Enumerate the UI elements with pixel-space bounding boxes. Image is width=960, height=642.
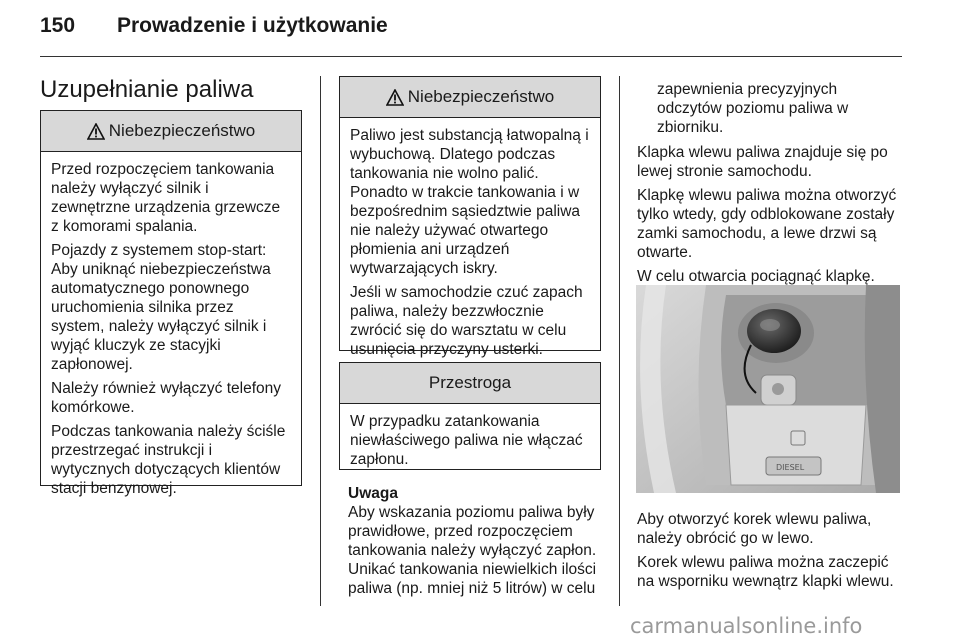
- paragraph-flap-open: W celu otwarcia pociągnąć klapkę.: [637, 268, 875, 285]
- note-text: Aby wskazania poziomu paliwa były prawidłowe, przed rozpoczęciem tankowania należy wyłączyć zapłon. Unikać tankowania niewielkich ilości paliwa (np. mniej niż 5 litrów) w celu: [348, 504, 597, 597]
- continued-list-item: zapewnienia precyzyjnych odczytów poziomu paliwa w zbiorniku.: [657, 81, 849, 136]
- watermark: carmanualsonline.info: [630, 614, 863, 638]
- danger-box-1-header: [41, 111, 301, 152]
- column-divider-2: [619, 76, 620, 606]
- caution-box-header: [340, 363, 600, 404]
- caution-box-body: [340, 404, 600, 469]
- danger-box-1-body: [41, 152, 301, 498]
- fuel-flap-photo: [636, 285, 900, 493]
- warning-triangle-icon: [386, 89, 404, 106]
- caution-heading: Przestroga: [428, 373, 512, 392]
- chapter-title: Prowadzenie i użytkowanie: [117, 14, 388, 37]
- danger-box-2: [339, 76, 601, 358]
- column-3-text-bottom: [637, 510, 903, 596]
- danger2-paragraph: Paliwo jest substancją łatwopalną i wybuchową. Dlatego podczas tankowania nie wolno palić. Ponadto w trakcie tankowania i w bezpośrednim sąsiedztwie paliwa nie należy używać otwartego płomienia ani urządzeń wytwarzających iskry.: [350, 127, 589, 277]
- danger1-paragraph: Należy również wyłączyć telefony komórkowe.: [51, 380, 282, 416]
- paragraph-cap-open: Aby otworzyć korek wlewu paliwa, należy obrócić go w lewo.: [637, 511, 872, 547]
- column-3-text: [637, 80, 903, 291]
- danger2-paragraph: Jeśli w samochodzie czuć zapach paliwa, należy bezzwłocznie zwrócić się do warsztatu w celu usunięcia przyczyny usterki.: [350, 284, 583, 358]
- caution-box: [339, 362, 601, 470]
- paragraph-cap-hook: Korek wlewu paliwa można zaczepić na wsporniku wewnątrz klapki wlewu.: [637, 554, 894, 590]
- danger1-paragraph: Pojazdy z systemem stop-start: Aby uniknąć niebezpieczeństwa automatycznego ponownego uruchomienia silnika przez system, należy wyłączyć silnik i wyjąć kluczyk ze stacyjki zapłonowej.: [51, 242, 271, 373]
- danger-box-2-heading: Niebezpieczeństwo: [407, 87, 555, 106]
- caution-text: W przypadku zatankowania niewłaściwego paliwa nie włączać zapłonu.: [350, 413, 583, 468]
- diesel-label: DIESEL: [776, 463, 805, 472]
- danger1-paragraph: Podczas tankowania należy ściśle przestrzegać instrukcji i wytycznych dotyczących klientów stacji benzynowej.: [51, 423, 286, 497]
- note-title: Uwaga: [348, 485, 398, 502]
- danger-box-2-body: [340, 118, 600, 359]
- note-block: [348, 484, 608, 598]
- column-divider-1: [320, 76, 321, 606]
- danger-box-1: [40, 110, 302, 497]
- section-title: Uzupełnianie paliwa: [40, 76, 254, 103]
- paragraph-flap-unlock: Klapkę wlewu paliwa można otworzyć tylko wtedy, gdy odblokowane zostały zamki samochodu, a lewe drzwi są otwarte.: [637, 187, 897, 261]
- warning-triangle-icon: [87, 123, 105, 140]
- danger-box-2-header: [340, 77, 600, 118]
- danger1-paragraph: Przed rozpoczęciem tankowania należy wyłączyć silnik i zewnętrzne urządzenia grzewcze z komorami spalania.: [51, 161, 281, 235]
- fuel-flap-illustration: [636, 285, 900, 493]
- page-header: [0, 0, 960, 58]
- page-number: 150: [40, 14, 76, 37]
- header-divider: [40, 56, 902, 57]
- paragraph-flap-location: Klapka wlewu paliwa znajduje się po lewej stronie samochodu.: [637, 144, 888, 180]
- danger-box-1-heading: Niebezpieczeństwo: [108, 121, 256, 140]
